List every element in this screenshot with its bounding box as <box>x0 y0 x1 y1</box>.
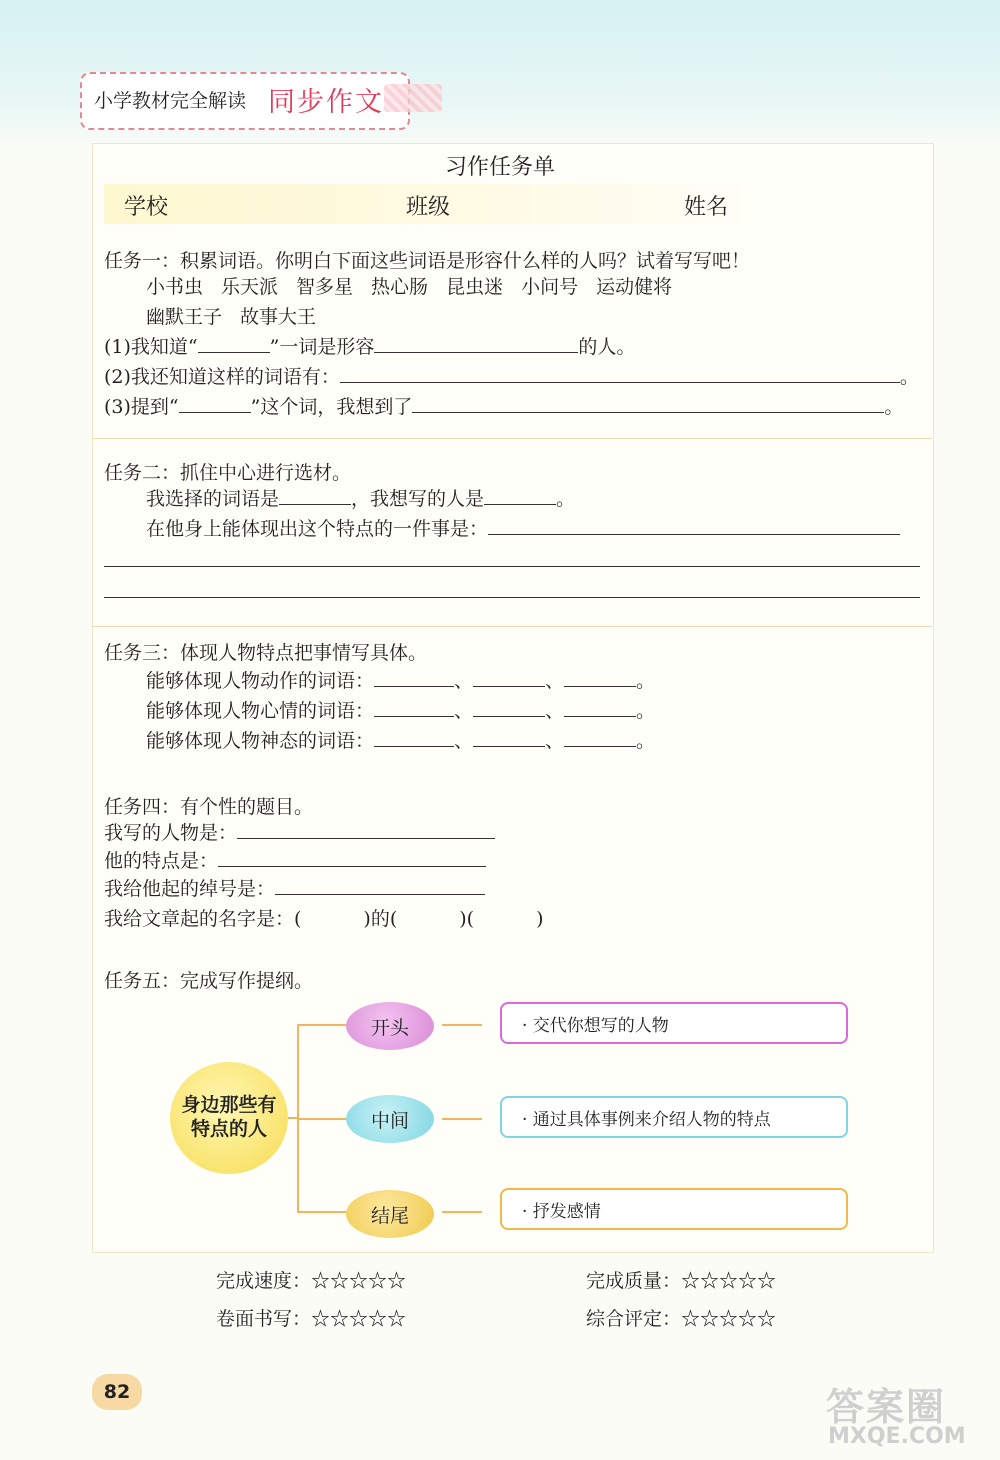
blank[interactable] <box>473 700 545 717</box>
school-label: 学校 <box>124 195 169 220</box>
task5-heading: 任务五：完成写作提纲。 <box>104 970 314 992</box>
blank[interactable] <box>473 730 545 747</box>
writing-line[interactable] <box>104 597 920 598</box>
section-divider <box>92 626 932 627</box>
node-beginning: 开头 <box>346 1002 434 1050</box>
series-title: 小学教材完全解读 <box>94 90 247 112</box>
task4-line2: 他的特点是： <box>104 850 486 873</box>
blank[interactable] <box>340 366 900 383</box>
node-middle: 中间 <box>346 1095 434 1143</box>
node-connector <box>442 1024 482 1026</box>
blank[interactable] <box>473 670 545 687</box>
task4-line3: 我给他起的绰号是： <box>104 878 485 901</box>
writing-line[interactable] <box>104 566 920 567</box>
task2-line2: 在他身上能体现出这个特点的一件事是： <box>146 518 900 541</box>
blank[interactable] <box>484 488 556 505</box>
task1-words-row2 <box>146 306 334 329</box>
word: 幽默王子 <box>146 306 223 328</box>
word: 故事大王 <box>240 306 317 328</box>
task1-q2: (2)我还知道这样的词语有： 。 <box>104 366 919 388</box>
blank[interactable] <box>237 822 495 839</box>
word: 乐天派 <box>221 276 279 298</box>
blank[interactable] <box>412 396 884 413</box>
word: 小问号 <box>521 276 579 298</box>
blank[interactable] <box>198 336 270 353</box>
blank[interactable] <box>218 850 486 867</box>
task3-line1: 能够体现人物动作的词语： 、 、 。 <box>146 670 656 692</box>
page-number: 82 <box>92 1374 142 1410</box>
header-decoration <box>384 84 442 112</box>
rating-quality[interactable]: 完成质量：☆☆☆☆☆ <box>586 1270 777 1292</box>
rating-speed[interactable]: 完成速度：☆☆☆☆☆ <box>216 1270 407 1292</box>
task1-q3: (3)提到“ ”这个词，我想到了 。 <box>104 396 904 418</box>
word: 热心肠 <box>371 276 429 298</box>
blank[interactable] <box>374 700 454 717</box>
blank[interactable] <box>374 336 578 353</box>
watermark <box>826 1376 994 1456</box>
outline-box-ending: · 抒发感情 <box>500 1188 848 1230</box>
rating-overall[interactable]: 综合评定：☆☆☆☆☆ <box>586 1308 777 1330</box>
task1-heading: 任务一：积累词语。你明白下面这些词语是形容什么样的人吗？试着写写吧！ <box>104 250 751 272</box>
task2-line1: 我选择的词语是 ，我想写的人是 。 <box>146 488 576 510</box>
blank[interactable] <box>488 518 900 535</box>
outline-box-middle: · 通过具体事例来介绍人物的特点 <box>500 1096 848 1138</box>
task1-words-row1 <box>146 276 690 299</box>
node-connector <box>442 1118 482 1120</box>
task1-q1: (1)我知道“ ”一词是形容 的人。 <box>104 336 636 358</box>
connector <box>297 1024 347 1026</box>
task4-line4: 我给文章起的名字是：( )的( )( ) <box>104 908 544 930</box>
connector <box>297 1118 347 1120</box>
node-ending: 结尾 <box>346 1190 434 1238</box>
word: 昆虫迷 <box>446 276 504 298</box>
blank[interactable] <box>279 488 351 505</box>
task3-heading: 任务三：体现人物特点把事情写具体。 <box>104 642 428 664</box>
blank[interactable] <box>179 396 251 413</box>
word: 智多星 <box>296 276 354 298</box>
task4-line1: 我写的人物是： <box>104 822 495 845</box>
connector <box>297 1211 347 1213</box>
section-divider <box>92 438 932 439</box>
blank[interactable] <box>564 700 636 717</box>
task4-heading: 任务四：有个性的题目。 <box>104 796 314 818</box>
rating-writing[interactable]: 卷面书写：☆☆☆☆☆ <box>216 1308 407 1330</box>
watermark-url: MXQE.COM <box>828 1424 966 1449</box>
book-title: 同步作文 <box>268 87 384 118</box>
sheet-title: 习作任务单 <box>444 155 555 180</box>
outline-box-beginning: · 交代你想写的人物 <box>500 1002 848 1044</box>
class-label: 班级 <box>406 195 451 220</box>
blank[interactable] <box>374 730 454 747</box>
task3-line3: 能够体现人物神态的词语： 、 、 。 <box>146 730 656 752</box>
outline-center-topic: 身边那些有 特点的人 <box>170 1062 288 1174</box>
task3-line2: 能够体现人物心情的词语： 、 、 。 <box>146 700 656 722</box>
name-label: 姓名 <box>684 195 729 220</box>
blank[interactable] <box>275 878 485 895</box>
blank[interactable] <box>564 670 636 687</box>
task2-heading: 任务二：抓住中心进行选材。 <box>104 462 352 484</box>
word: 运动健将 <box>596 276 673 298</box>
blank[interactable] <box>564 730 636 747</box>
word: 小书虫 <box>146 276 204 298</box>
watermark-logo: 答案圈 <box>826 1385 947 1429</box>
blank[interactable] <box>374 670 454 687</box>
node-connector <box>442 1211 482 1213</box>
